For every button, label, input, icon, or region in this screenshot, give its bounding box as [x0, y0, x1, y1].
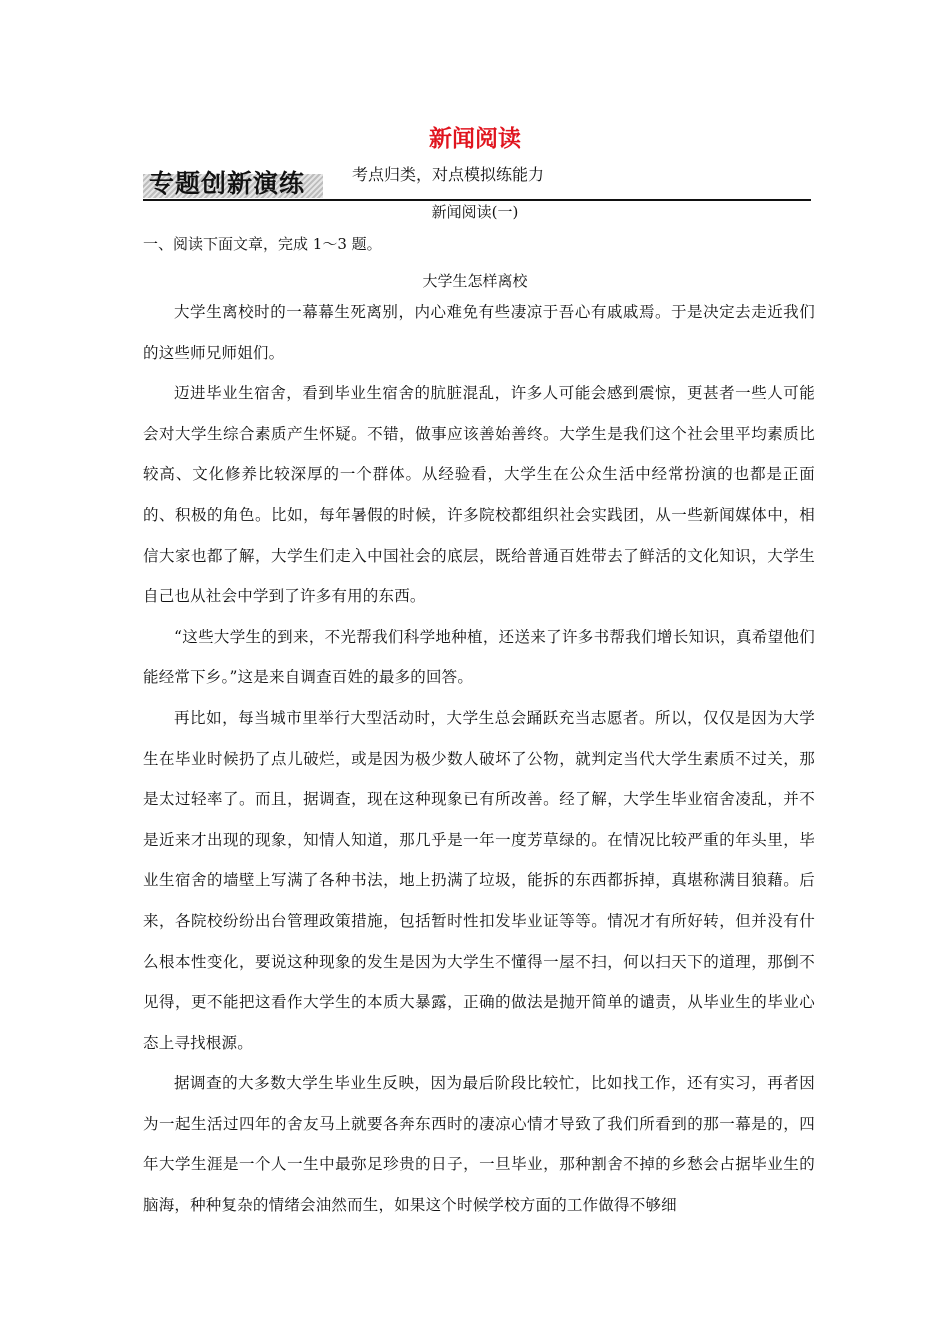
article-body [143, 292, 815, 1226]
section-subtitle: 考点归类，对点模拟练能力 [352, 165, 545, 184]
section-title: 新闻阅读(一) [431, 203, 519, 221]
article-paragraph-5: 据调查的大多数大学生毕业生反映，因为最后阶段比较忙，比如找工作，还有实习，再者因为一起生活过四年的舍友马上就要各奔东西时的凄凉心情才导致了我们所看到的那一幕是的，四年大学生涯是一个人一生中最弥足珍贵的日子，一旦毕业，那种割舍不掉的乡愁会占据毕业生的脑海，种种复杂的情绪会油然而生，如果这个时候学校方面的工作做得不够细 [143, 1074, 815, 1215]
page-title: 新闻阅读 [429, 126, 521, 152]
article-title: 大学生怎样离校 [422, 272, 528, 290]
article-paragraph-3: “这些大学生的到来，不光帮我们科学地种植，还送来了许多书帮我们增长知识，真希望他们能经常下乡。”这是来自调查百姓的最多的回答。 [143, 627, 815, 687]
article-paragraph-1: 大学生离校时的一幕幕生死离别，内心难免有些凄凉于吾心有戚戚焉。于是决定去走近我们的这些师兄师姐们。 [143, 303, 815, 362]
question-instruction: 一、阅读下面文章，完成 1～3 题。 [143, 235, 382, 253]
article-paragraph-4: 再比如，每当城市里举行大型活动时，大学生总会踊跃充当志愿者。所以，仅仅是因为大学生在毕业时候扔了点儿破烂，或是因为极少数人破坏了公物，就判定当代大学生素质不过关，那是太过轻率了。而且，据调查，现在这种现象已有所改善。经了解，大学生毕业宿舍凌乱，并不是近来才出现的现象，知情人知道，那几乎是一年一度芳草绿的。在情况比较严重的年头里，毕业生宿舍的墙壁上写满了各种书法，地上扔满了垃圾，能拆的东西都拆掉，真堪称满目狼藉。后来，各院校纷纷出台管理政策措施，包括暂时性扣发毕业证等等。情况才有所好转，但并没有什么根本性变化，要说这种现象的发生是因为大学生不懂得一屋不扫，何以扫天下的道理，那倒不见得，更不能把这看作大学生的本质大暴露，正确的做法是抛开简单的谴责，从毕业生的毕业心态上寻找根源。 [143, 708, 815, 1052]
article-paragraph-2: 迈进毕业生宿舍，看到毕业生宿舍的肮脏混乱，许多人可能会感到震惊，更甚者一些人可能会对大学生综合素质产生怀疑。不错，做事应该善始善终。大学生是我们这个社会里平均素质比较高、文化修养比较深厚的一个群体。从经验看，大学生在公众生活中经常扮演的也都是正面的、积极的角色。比如，每年暑假的时候，许多院校都组织社会实践团，从一些新闻媒体中，相信大家也都了解，大学生们走入中国社会的底层，既给普通百姓带去了鲜活的文化知识，大学生自己也从社会中学到了许多有用的东西。 [143, 384, 815, 606]
section-badge: 专题创新演练 [149, 169, 306, 198]
